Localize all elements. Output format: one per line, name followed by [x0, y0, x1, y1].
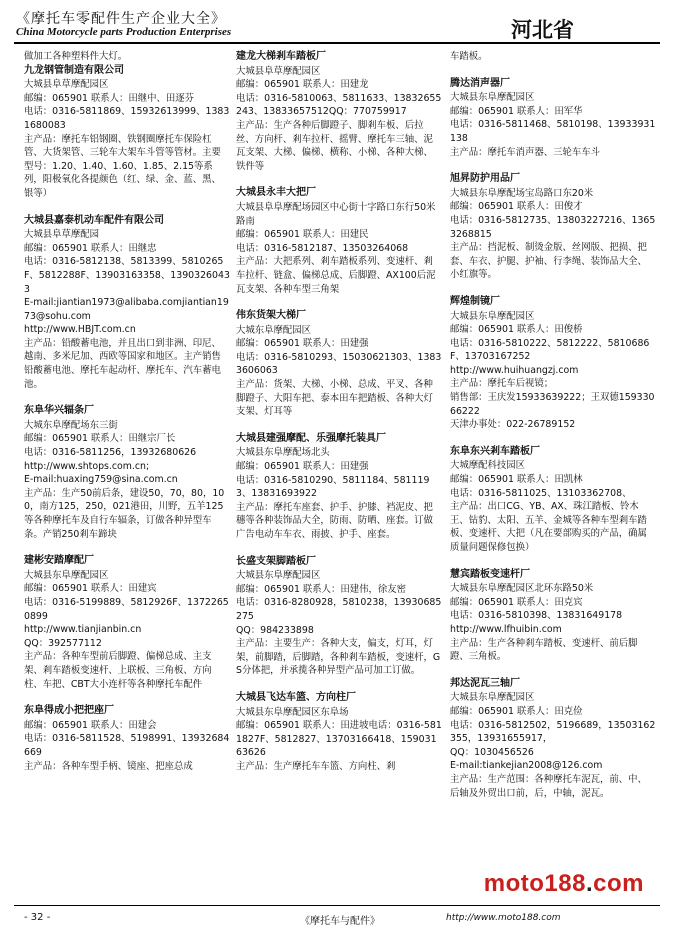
company-detail-line: 大城县东阜摩配园区 — [450, 310, 535, 322]
footer-url[interactable]: http://www.moto188.com — [446, 913, 561, 923]
company-detail-line: QQ：392577112 — [24, 637, 102, 649]
company-detail-line: 邮编：065901 联系人：田建强 — [236, 338, 369, 350]
company-detail-line: http://www.shtops.com.cn; — [24, 460, 150, 472]
company-detail-line: 大城县东阜摩配园区 — [24, 569, 109, 581]
company-detail-line: 大城县东阜摩配园区东阜场 — [236, 706, 349, 718]
company-detail-line: 大城县东阜摩配园区北环东路50米 — [450, 583, 594, 595]
company-detail-line: 邮编：065901 联系人：田建会 — [24, 719, 157, 731]
company-detail-line: http://www.huihuangzj.com — [450, 364, 579, 376]
company-detail-line: 大城县东阜摩配园区 — [450, 92, 535, 104]
watermark-tld: com — [593, 870, 644, 897]
company-detail-line: 大城东阜摩配场东三街 — [24, 419, 118, 431]
company-name: 慧宾踏板变速杆厂 — [450, 568, 530, 580]
company-name: 大城县嘉泰机动车配件有限公司 — [24, 214, 164, 226]
company-detail-line: 主产品：铅酸蓄电池，并且出口到非洲、印尼、越南、多米尼加、西欧等国家和地区。主产销售铅酸蓄电池、摩托车起动杆、摩托车、汽车蓄电池。 — [24, 337, 221, 390]
header-subtitle: China Motorcycle parts Production Enterprises — [16, 26, 232, 38]
company-detail-line: 电话：0316-5810398、13831649178 — [450, 610, 623, 622]
company-detail-line: 邮编：065901 联系人：田克俭 — [450, 705, 583, 717]
company-entry — [24, 704, 230, 773]
company-entry — [236, 50, 442, 173]
company-detail-line: 电话：0316-5811025、13103362708、 — [450, 487, 632, 499]
company-detail-line: 邮编：065901 联系人：田继中、田逐芬 — [24, 92, 195, 104]
company-detail-line: 大城县东阜摩配园区 — [236, 570, 321, 582]
company-detail-line: 主产品：生产各种后脚蹬子、脚剎车板、后拉丝、方向杆、剎车拉杆、摇臂、摩托车三轴、泥瓦支架、大梯、偏梯、横称、小梯、各种大梯、铁件等 — [236, 119, 433, 172]
company-detail-line: 主产品：生产摩托车车篮、方向柱、剎 — [236, 760, 396, 772]
company-detail-line: 邮编：065901 联系人：田俊桥 — [450, 324, 583, 336]
company-detail-line: 大城摩配科技园区 — [450, 460, 526, 472]
company-entry — [450, 172, 656, 282]
company-detail-line: 邮编：065901 联系人：田建强 — [236, 461, 369, 473]
column-1 — [24, 50, 230, 786]
company-detail-line: 销售部：王庆发15933639222；王双德15933066222 — [450, 392, 655, 417]
company-entry — [24, 214, 230, 392]
company-detail-line: 电话：0316-5810290、5811184、5811193、13831693922 — [236, 474, 430, 500]
company-detail-line: 车踏板。 — [450, 51, 488, 62]
company-detail-line: 主产品：货架、大梯、小梯、总成、平叉、各种脚蹬子、大阳车把、泰本田车把踏板、各种大灯支架、灯耳等 — [236, 379, 433, 418]
company-detail-line: 邮编：065901 联系人：田进坡电话：0316-5811827F、5812827、13703166418、15903163626 — [236, 720, 442, 759]
company-entry — [236, 691, 442, 774]
company-detail-line: 邮编：065901 联系人：田继宗厂长 — [24, 433, 176, 445]
company-detail-line: 邮编：065901 联系人：田俊才 — [450, 201, 583, 213]
company-entry — [236, 432, 442, 542]
footer-page-number: - 32 - — [24, 912, 51, 923]
company-detail-line: 大城县东阜摩配场宝岛路口东20米 — [450, 187, 594, 199]
company-detail-line: 主产品：摩托车座套、护手、护膝、裆泥皮、把穗等各种装饰品大全，防雨、防晒、座套。订做广告电动车车衣、雨披、护手、座套。 — [236, 501, 433, 540]
company-detail-line: 邮编：065901 联系人：田建宾 — [24, 583, 157, 595]
company-detail-line: 天津办事处：022-26789152 — [450, 419, 576, 431]
company-detail-line: 邮编：065901 联系人：田建民 — [236, 229, 369, 241]
company-detail-line: 大城县阜阜摩配场园区中心街十字路口东行50米路南 — [236, 201, 436, 227]
company-entry — [236, 186, 442, 296]
company-detail-line: 邮编：065901 联系人：田克宾 — [450, 596, 583, 608]
company-detail-line: 主产品：出口CG、YB、AX、珠江踏板、铃木王、钻豹、太阳、五羊、金城等各种车型剎车踏板、变速杆、大把（凡在要部购买的产品，确属质量问题保修包换） — [450, 501, 647, 553]
company-detail-line: 邮编：065901 联系人：田凯林 — [450, 474, 583, 486]
company-detail-line: 电话：0316-5811869、15932613999、13831680083 — [24, 106, 230, 131]
company-detail-line: 邮编：065901 联系人：田建龙 — [236, 79, 369, 91]
company-detail-line: 电话：0316-5810222、5812222、5810686F、13703167252 — [450, 337, 650, 363]
company-detail-line: http://www.HBJT.com.cn — [24, 324, 136, 336]
company-detail-line: E-mail:tiankejian2008@126.com — [450, 760, 603, 772]
header-divider — [14, 42, 660, 44]
company-name: 九龙钢管制造有限公司 — [24, 64, 124, 76]
company-detail-line: 电话：0316-5812138、5813399、5810265F、5812288F、13903163358、13903260433 — [24, 256, 230, 295]
company-name: 腾达消声器厂 — [450, 77, 510, 89]
company-detail-line: 电话：0316-5812735、13803227216、13653268815 — [450, 214, 656, 240]
company-detail-line: 大城县阜草摩配园 — [24, 229, 100, 241]
company-entry — [450, 50, 656, 64]
company-detail-line: 主产品：摩托车消声器、三轮车车斗 — [450, 146, 601, 158]
company-detail-line: 电话：0316-5812187、13503264068 — [236, 242, 409, 254]
company-name: 大城县永丰大把厂 — [236, 187, 316, 199]
footer-magazine-title: 《摩托车与配件》 — [300, 916, 380, 927]
company-detail-line: 大城县东阜摩配场北头 — [236, 447, 330, 459]
company-detail-line: 大城县东阜摩配园区 — [450, 692, 535, 704]
watermark-main: moto188 — [483, 870, 586, 897]
company-detail-line: 主产品：摩托车后视镜； — [450, 378, 554, 390]
company-entry — [236, 555, 442, 678]
company-detail-line: 邮编：065901 联系人：田继忠 — [24, 242, 157, 254]
company-detail-line: QQ：984233898 — [236, 624, 314, 636]
company-name: 东阜得成小把把座厂 — [24, 705, 114, 717]
company-entry — [450, 295, 656, 432]
company-detail-line: 电话：0316-5812502，5196689，13503162355，13931655917， — [450, 719, 656, 745]
footer-divider — [14, 905, 660, 906]
company-detail-line: http://www.tianjianbin.cn — [24, 624, 142, 636]
company-name: 大城县飞达车篮、方向柱厂 — [236, 691, 356, 703]
watermark-dot: . — [585, 870, 594, 897]
company-entry — [236, 309, 442, 419]
company-detail-line: 主产品：各种车型手柄、镜座、把座总成 — [24, 760, 193, 772]
company-detail-line: 邮编：065901 联系人：田军华 — [450, 105, 583, 117]
company-name: 伟东货架大梯厂 — [236, 310, 306, 322]
company-entry — [450, 77, 656, 160]
company-detail-line: 主产品：摩托车铝钢圈、铁钢圈摩托车保险杠管、大货架管、三轮车大架车斗管等管材。主要型号：1.20、1.40、1.60、1.85、2.15等系列，阳极氧化各提颜色（红、绿、金、蓝、黑、银等） — [24, 133, 221, 199]
company-detail-line: 大城县阜草摩配园区 — [236, 65, 321, 77]
company-detail-line: 电话：0316-5199889、5812926F、13722650899 — [24, 596, 229, 622]
company-detail-line: 主产品：挡泥板、制烫金版、丝网版、把损、把套、车衣、护腿、护袖、行李绳、装饰品大全、小红旗等。 — [450, 242, 647, 281]
header-province: 河北省 — [511, 18, 574, 42]
company-entry — [24, 64, 230, 201]
company-entry — [24, 554, 230, 691]
company-name: 建彬安踏摩配厂 — [24, 555, 94, 567]
column-3 — [450, 50, 656, 813]
company-detail-line: 主产品：生产各种剎车踏板、变速杆、前后脚蹬、三角板。 — [450, 637, 638, 663]
company-detail-line: 电话：0316-5811468、5810198、13933931138 — [450, 119, 656, 144]
company-detail-line: 主产品：大把系列、剎车踏板系列、变速杆、剎车拉杆、链盒、偏梯总成、后脚蹬、AX100后泥瓦支架、各种车型三角架 — [236, 256, 436, 295]
company-name: 邦达泥瓦三轴厂 — [450, 677, 520, 689]
company-entry — [24, 404, 230, 541]
company-detail-line: 主产品：生产50前后条，建设50，70，80，100，南方125，250，021港田，川野，五羊125等各种摩托车及自行车辐条，订做各种异型车条。产销250剎车蹄块 — [24, 487, 225, 540]
company-name: 东阜华兴辐条厂 — [24, 405, 94, 417]
company-detail-line: 电话：0316-5811528、5198991、13932684669 — [24, 733, 230, 758]
company-name: 长盛支架脚踏板厂 — [236, 555, 316, 567]
company-detail-line: 电话：0316-8280928，5810238，13930685275 — [236, 597, 442, 622]
column-lead-text: 做加工各种塑料件大灯。 — [24, 51, 128, 62]
company-detail-line: 主产品：主要生产：各种大支，偏支，灯耳，灯架，前脚踏，后脚踏，各种剎车踏板，变速杆，GS分体把，并承揽各种异型产品可加工订做。 — [236, 638, 441, 677]
company-name: 大城县建强摩配、乐强摩托装具厂 — [236, 432, 386, 444]
company-detail-line: E-mail:jiantian1973@alibaba.comjiantian1973@sohu.com — [24, 297, 229, 322]
company-detail-line: 电话：0316-5810293、15030621303、13833606063 — [236, 351, 442, 377]
company-name: 辉煌制镜厂 — [450, 295, 500, 307]
header-title: 《摩托车零配件生产企业大全》 — [16, 11, 226, 27]
company-detail-line: 邮编：065901 联系人：田建伟，徐友密 — [236, 583, 407, 595]
column-2 — [236, 50, 442, 787]
company-name: 建龙大梯剎车踏板厂 — [236, 51, 326, 62]
company-detail-line: 电话：0316-5811256，13932680626 — [24, 447, 197, 459]
company-entry — [450, 568, 656, 664]
company-entry — [450, 677, 656, 800]
watermark-logo — [484, 870, 644, 898]
company-entry — [450, 445, 656, 555]
company-detail-line: http://www.lfhuibin.com — [450, 623, 562, 635]
company-name: 旭昇防护用品厂 — [450, 173, 520, 185]
company-detail-line: QQ：1030456526 — [450, 746, 534, 758]
company-detail-line: 主产品：生产范围：各种摩托车泥瓦，前、中、后轴及外贸出口前，后，中轴，泥瓦。 — [450, 773, 647, 799]
company-name: 东阜东兴剎车踏板厂 — [450, 445, 540, 457]
company-detail-line: 电话：0316-5810063、5811633、13832655243、13833657512QQ：770759917 — [236, 92, 442, 118]
company-detail-line: E-mail:huaxing759@sina.com.cn — [24, 474, 178, 486]
company-detail-line: 主产品：各种车型前后脚蹬、偏梯总成、主支架、剎车踏板变速杆、上联板、三角板、方向柱、车把、CBT大小连杆等各种摩托车配件 — [24, 651, 212, 690]
company-detail-line: 大城东阜摩配园区 — [236, 324, 312, 336]
company-detail-line: 大城县阜草摩配园区 — [24, 79, 109, 91]
